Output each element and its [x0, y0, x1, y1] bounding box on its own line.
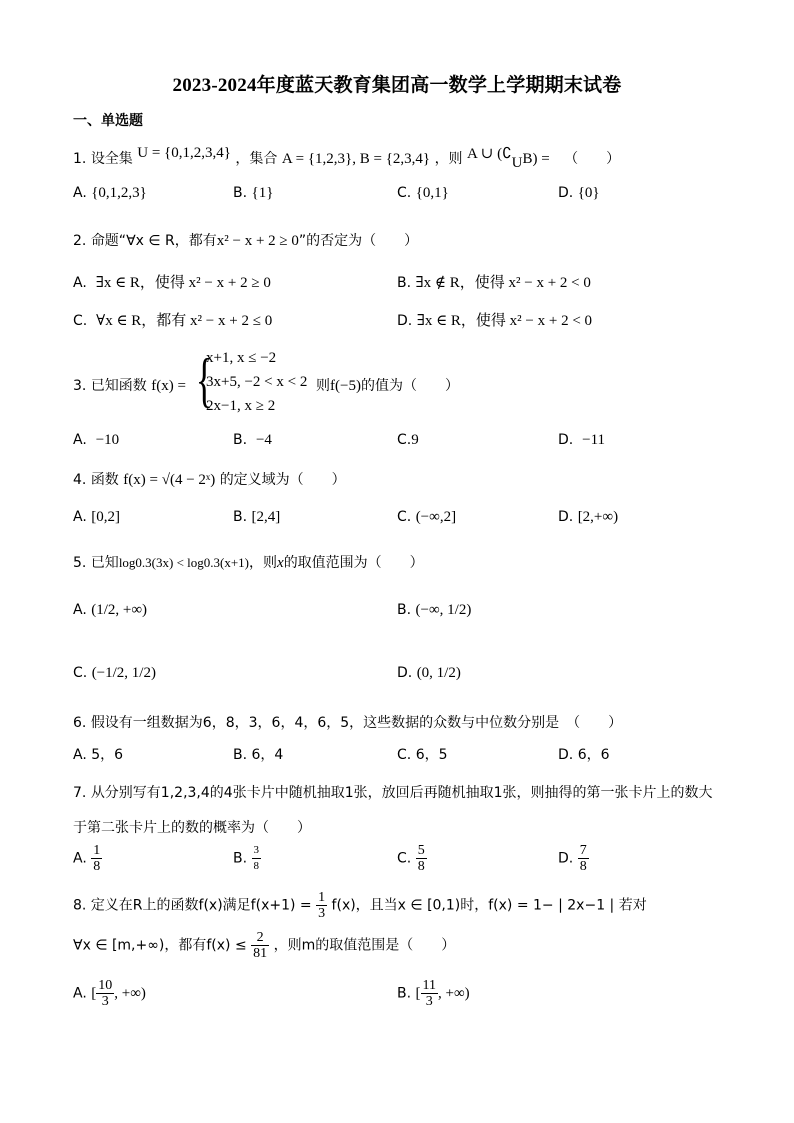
question-3	[73, 375, 186, 395]
option-c[interactable]: C. 6，5	[397, 747, 448, 763]
question-number: 2.	[73, 233, 87, 249]
question-text: 定义在R上的函数f(x)满足f(x+1) =	[90, 897, 312, 914]
option-b[interactable]: B. [ $\frac{11}{3}$ , +∞)	[397, 978, 470, 1009]
question-text: 命题“∀x ∈ R，都有	[90, 233, 217, 249]
option-c[interactable]: C. (−1/2, 1/2)	[73, 665, 156, 681]
option-d[interactable]: D. ∃x ∈ R，使得 x² − x + 2 < 0	[397, 313, 593, 329]
option-d[interactable]: D. [2,+∞)	[558, 509, 619, 525]
fraction-denominator: 3	[318, 906, 326, 921]
question-text: 从分别写有1,2,3,4的4张卡片中随机抽取1张，放回后再随机抽取1张，则抽得的第一张卡片上的数大	[90, 785, 713, 801]
question-6	[73, 712, 622, 732]
math-expression: B) =	[522, 151, 550, 167]
math-expression: f(x) =	[151, 378, 186, 394]
question-8-line2	[73, 930, 455, 961]
question-number: 7.	[73, 785, 87, 801]
question-number: 4.	[73, 472, 87, 488]
option-c[interactable]: C.9	[397, 432, 419, 448]
question-text: 假设有一组数据为6，8，3，6，4，6，5，这些数据的众数与中位数分别是 （ ）	[90, 715, 623, 731]
piecewise-brace: {	[195, 347, 214, 413]
math-expression: x² − x + 2 ≥ 0	[216, 233, 299, 249]
option-a[interactable]: A. {0,1,2,3}	[73, 185, 147, 201]
fraction-numerator: 1	[318, 890, 326, 905]
math-expression: f(−5)	[330, 378, 361, 394]
option-d[interactable]: D. {0}	[558, 185, 600, 201]
option-b[interactable]: B. $\frac{3}{8}$	[233, 844, 260, 872]
math-expression: f(x) = √(4 − 2ˣ)	[123, 472, 216, 488]
question-text: 的值为（ ）	[360, 378, 459, 394]
math-variable: x	[277, 555, 284, 571]
question-text: ，则	[249, 555, 278, 571]
answer-paren: （ ）	[564, 151, 621, 167]
option-a[interactable]: A. 5，6	[73, 747, 124, 763]
question-2	[73, 230, 418, 250]
math-expression: A ∪ (∁	[467, 146, 512, 162]
option-b[interactable]: B. 6，4	[233, 747, 284, 763]
question-number: 6.	[73, 715, 87, 731]
question-8	[73, 890, 647, 921]
question-text: ，集合	[235, 151, 278, 167]
question-text: ∀x ∈ [m,+∞)，都有f(x) ≤	[73, 937, 247, 954]
question-7	[73, 782, 713, 802]
question-text: 已知函数	[90, 378, 147, 394]
question-text: f(x)，且当x ∈ [0,1)时，f(x) = 1− | 2x−1 | 若对	[331, 897, 647, 914]
question-number: 5.	[73, 555, 87, 571]
question-text: ，则m的取值范围是（ ）	[273, 937, 456, 954]
piecewise-case: x+1, x ≤ −2	[206, 350, 277, 366]
option-b[interactable]: B. (−∞, 1/2)	[397, 602, 472, 618]
math-expression: log0.3(3x) < log0.3(x+1)	[118, 555, 250, 570]
math-subscript: U	[511, 154, 523, 171]
math-expression: A = {1,2,3}, B = {2,3,4}	[281, 151, 431, 167]
question-4	[73, 469, 346, 489]
question-text: 已知	[90, 555, 119, 571]
option-c[interactable]: C. {0,1}	[397, 185, 449, 201]
option-b[interactable]: B. ∃x ∉ R，使得 x² − x + 2 < 0	[397, 275, 591, 291]
question-text: 的取值范围为（ ）	[283, 555, 424, 571]
question-text: 则	[316, 378, 330, 394]
option-b[interactable]: B. [2,4]	[233, 509, 281, 525]
option-c[interactable]: C. ∀x ∈ R，都有 x² − x + 2 ≤ 0	[73, 313, 273, 329]
option-d[interactable]: D. (0, 1/2)	[397, 665, 461, 681]
option-b[interactable]: B. −4	[233, 432, 272, 448]
question-number: 8.	[73, 897, 87, 914]
option-a[interactable]: A. $\frac{1}{8}$	[73, 843, 101, 874]
option-c[interactable]: C. $\frac{5}{8}$	[397, 843, 425, 874]
option-b[interactable]: B. {1}	[233, 185, 274, 201]
question-7-line2: 于第二张卡片上的数的概率为（ ）	[73, 820, 311, 836]
option-a[interactable]: A. −10	[73, 432, 120, 448]
question-number: 1.	[73, 151, 87, 167]
piecewise-case: 3x+5, −2 < x < 2	[206, 374, 308, 390]
fraction-numerator: 2	[256, 930, 264, 945]
page-title: 2023-2024年度蓝天教育集团高一数学上学期期末试卷	[172, 75, 622, 96]
question-text: 函数	[90, 472, 119, 488]
question-5	[73, 552, 424, 572]
option-a[interactable]: A. [ $\frac{10}{3}$ , +∞)	[73, 978, 146, 1009]
option-c[interactable]: C. (−∞,2]	[397, 509, 457, 525]
option-d[interactable]: D. 6，6	[558, 747, 610, 763]
question-number: 3.	[73, 378, 87, 394]
option-a[interactable]: A. (1/2, +∞)	[73, 602, 148, 618]
question-text: ，则	[434, 151, 463, 167]
question-1	[73, 145, 621, 172]
question-text: ”的否定为（ ）	[298, 233, 419, 249]
question-text: 的定义域为（ ）	[219, 472, 346, 488]
piecewise-case: 2x−1, x ≥ 2	[206, 398, 276, 414]
option-d[interactable]: D. $\frac{7}{8}$	[558, 843, 587, 874]
question-3-tail	[316, 375, 459, 395]
option-a[interactable]: A. ∃x ∈ R，使得 x² − x + 2 ≥ 0	[73, 275, 271, 291]
section-heading: 一、单选题	[73, 113, 143, 129]
math-expression: U = {0,1,2,3,4}	[137, 145, 231, 161]
option-d[interactable]: D. −11	[558, 432, 606, 448]
question-text: 设全集	[90, 151, 133, 167]
fraction-denominator: 81	[253, 946, 268, 961]
option-a[interactable]: A. [0,2]	[73, 509, 120, 525]
